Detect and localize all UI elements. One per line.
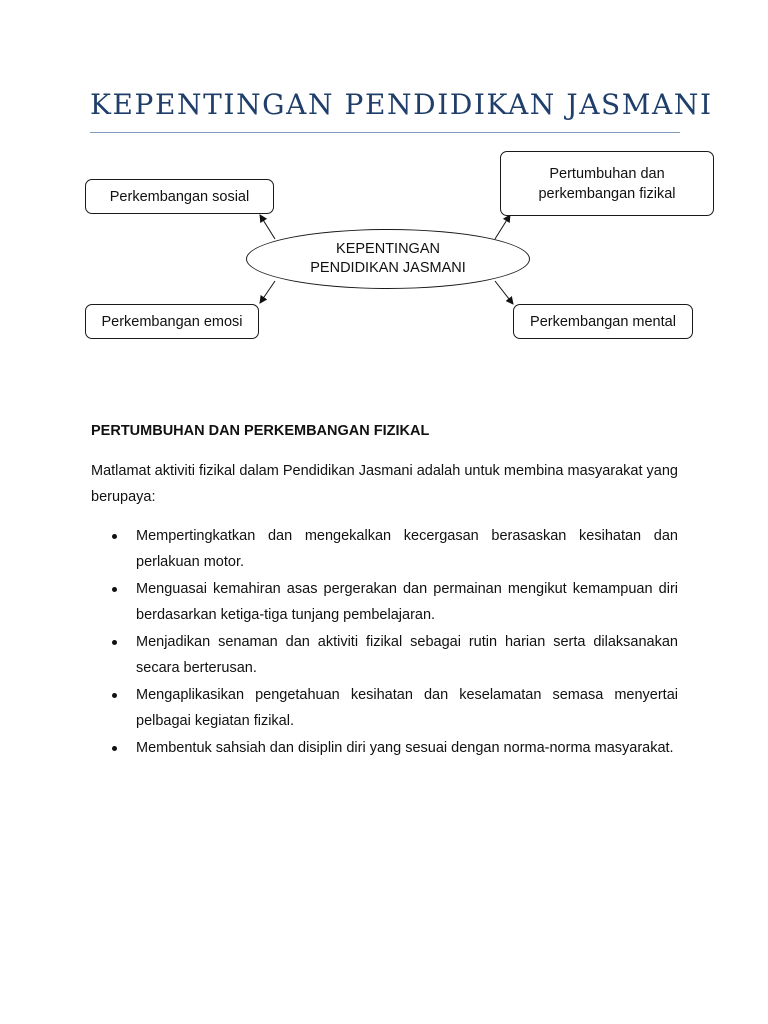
list-item <box>91 576 678 628</box>
center-label-line2: PENDIDIKAN JASMANI <box>310 260 466 276</box>
intro-paragraph: Matlamat aktiviti fizikal dalam Pendidikan Jasmani adalah untuk membina masyarakat yang berupaya: <box>91 463 678 505</box>
bullet-icon <box>112 746 117 751</box>
node-perkembangan-emosi <box>85 304 259 339</box>
node-label: Perkembangan emosi <box>101 313 243 330</box>
document-title: KEPENTINGAN PENDIDIKAN JASMANI <box>90 88 713 121</box>
node-pertumbuhan-fizikal <box>500 151 714 216</box>
concept-diagram <box>0 140 768 360</box>
arrow-to-fizikal <box>495 215 510 239</box>
list-item-text: Menjadikan senaman dan aktiviti fizikal sebagai rutin harian serta dilaksanakan secara berterusan. <box>136 634 678 676</box>
list-item-text: Mempertingkatkan dan mengekalkan kecergasan berasaskan kesihatan dan perlakuan motor. <box>136 528 678 570</box>
arrow-to-mental <box>495 281 513 304</box>
node-label: Perkembangan mental <box>530 313 676 330</box>
list-item-text: Menguasai kemahiran asas pergerakan dan permainan mengikut kemampuan diri berdasarkan ketiga-tiga tunjang pembelajaran. <box>136 581 678 623</box>
node-label: Perkembangan sosial <box>109 188 250 205</box>
list-item <box>91 523 678 575</box>
list-item <box>91 682 678 734</box>
title-underline <box>90 132 680 133</box>
node-perkembangan-mental <box>513 304 693 339</box>
node-label-line1: Pertumbuhan dan <box>549 165 665 182</box>
section-heading: PERTUMBUHAN DAN PERKEMBANGAN FIZIKAL <box>91 423 430 439</box>
center-node <box>246 229 530 289</box>
bullet-icon <box>112 534 117 539</box>
list-item-text: Mengaplikasikan pengetahuan kesihatan dan keselamatan semasa menyertai pelbagai kegiatan fizikal. <box>136 687 678 729</box>
bullet-icon <box>112 693 117 698</box>
bullet-icon <box>112 640 117 645</box>
node-label-line2: perkembangan fizikal <box>538 185 676 202</box>
arrow-to-emosi <box>260 281 275 303</box>
list-item <box>91 629 678 681</box>
arrow-to-sosial <box>260 215 275 239</box>
bullet-icon <box>112 587 117 592</box>
center-label-line1: KEPENTINGAN <box>336 241 440 257</box>
goals-list <box>91 523 678 762</box>
node-perkembangan-sosial <box>85 179 274 214</box>
list-item <box>91 735 678 761</box>
list-item-text: Membentuk sahsiah dan disiplin diri yang sesuai dengan norma-norma masyarakat. <box>136 740 674 756</box>
